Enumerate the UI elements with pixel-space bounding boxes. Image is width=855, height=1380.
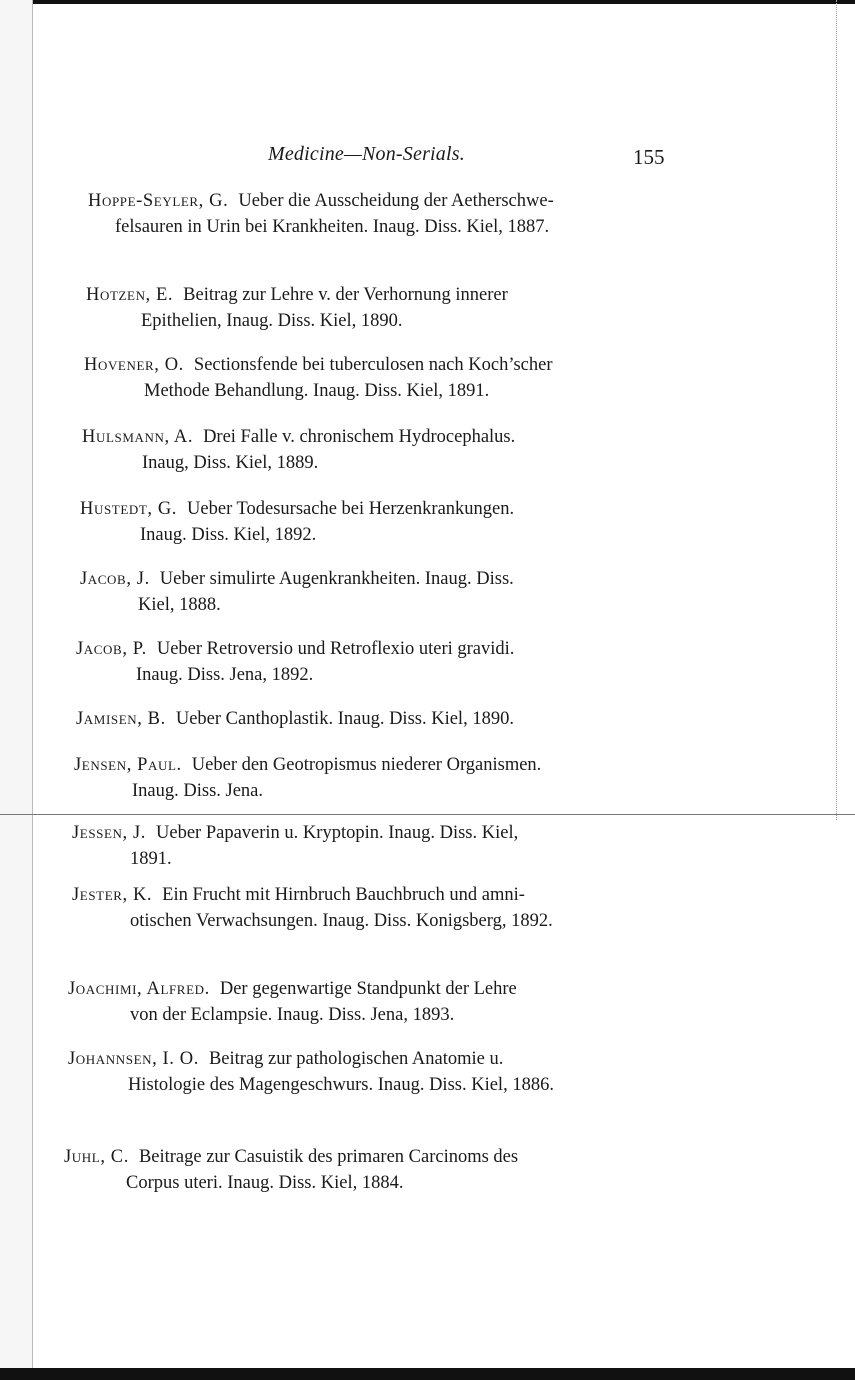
page-fold-line <box>0 814 855 815</box>
entry-author: Hovener, O. <box>84 355 184 375</box>
entry-author: Hotzen, E. <box>86 285 174 305</box>
entry-author: Hustedt, G. <box>80 499 178 519</box>
entry-title-line: Drei Falle v. chronischem Hydrocephalus. <box>203 427 516 447</box>
entry-continuation: Epithelien, Inaug. Diss. Kiel, 1890. <box>141 311 403 331</box>
bibliography-entry <box>88 188 668 240</box>
entry-title-line: Sectionsfende bei tuberculosen nach Koch’scher <box>193 355 553 375</box>
entry-continuation: Histologie des Magengeschwurs. Inaug. Diss. Kiel, 1886. <box>128 1075 554 1095</box>
bibliography-entry <box>72 882 652 934</box>
scan-edge-bottom <box>0 1368 855 1380</box>
entry-title-line: Ueber die Ausscheidung der Aetherschwe- <box>238 191 554 211</box>
bibliography-entry <box>80 566 660 618</box>
entry-author: Jensen, Paul. <box>74 755 182 775</box>
entry-continuation: Inaug, Diss. Kiel, 1889. <box>142 453 319 473</box>
entry-author: Johannsen, I. O. <box>68 1049 199 1069</box>
entry-author: Joachimi, Alfred. <box>68 979 210 999</box>
entry-title-line: Beitrage zur Casuistik des primaren Carcinoms des <box>138 1147 519 1167</box>
bibliography-entry <box>64 1144 654 1196</box>
bibliography-entry <box>68 976 653 1028</box>
scan-edge-left <box>0 0 33 1380</box>
entry-title-line: Ueber simulirte Augenkrankheiten. Inaug. Diss. <box>159 569 514 589</box>
running-title: Medicine—Non-Serials. <box>268 143 465 165</box>
entry-author: Hoppe-Seyler, G. <box>88 191 229 211</box>
bibliography-entry <box>68 1046 648 1098</box>
entry-title-line: Ueber Todesursache bei Herzenkrankungen. <box>187 499 515 519</box>
entry-author: Jacob, P. <box>76 639 147 659</box>
entry-author: Hulsmann, A. <box>82 427 194 447</box>
bibliography-entry <box>80 496 660 548</box>
entry-continuation: Methode Behandlung. Inaug. Diss. Kiel, 1891. <box>144 381 490 401</box>
entry-continuation: 1891. <box>130 849 172 869</box>
entry-continuation: Corpus uteri. Inaug. Diss. Kiel, 1884. <box>126 1173 404 1193</box>
running-head <box>0 143 855 173</box>
bibliography-entry <box>76 706 656 732</box>
entry-title-line: Ueber Papaverin u. Kryptopin. Inaug. Diss. Kiel, <box>156 823 519 843</box>
entry-title-line: Der gegenwartige Standpunkt der Lehre <box>219 979 517 999</box>
bibliography-entry <box>76 636 656 688</box>
entry-author: Jamisen, B. <box>76 709 166 729</box>
bibliography-entry <box>86 282 666 334</box>
entry-title-line: Ueber Canthoplastik. Inaug. Diss. Kiel, 1890. <box>175 709 514 729</box>
bibliography-entry <box>82 424 662 476</box>
entry-title-line: Ein Frucht mit Hirnbruch Bauchbruch und amni- <box>162 885 525 905</box>
entry-author: Jacob, J. <box>80 569 150 589</box>
bibliography-entry <box>74 752 659 804</box>
entry-continuation: von der Eclampsie. Inaug. Diss. Jena, 1893. <box>130 1005 455 1025</box>
entry-title-line: Beitrag zur Lehre v. der Verhornung innerer <box>183 285 508 305</box>
entry-title-line: Ueber den Geotropismus niederer Organismen. <box>191 755 542 775</box>
entry-continuation: felsauren in Urin bei Krankheiten. Inaug. Diss. Kiel, 1887. <box>115 217 550 237</box>
entry-author: Jester, K. <box>72 885 153 905</box>
entry-continuation: Inaug. Diss. Jena. <box>132 781 264 801</box>
entry-title-line: Beitrag zur pathologischen Anatomie u. <box>208 1049 504 1069</box>
scan-edge-right <box>836 0 855 820</box>
scan-edge-top <box>0 0 855 4</box>
entry-continuation: Inaug. Diss. Kiel, 1892. <box>140 525 317 545</box>
bibliography-entry <box>72 820 657 872</box>
entry-author: Juhl, C. <box>64 1147 129 1167</box>
entry-title-line: Ueber Retroversio und Retroflexio uteri gravidi. <box>156 639 515 659</box>
page-number: 155 <box>633 145 665 169</box>
entry-continuation: Inaug. Diss. Jena, 1892. <box>136 665 314 685</box>
bibliography-entry <box>84 352 664 404</box>
entry-continuation: otischen Verwachsungen. Inaug. Diss. Konigsberg, 1892. <box>130 911 553 931</box>
entry-continuation: Kiel, 1888. <box>138 595 221 615</box>
entry-author: Jessen, J. <box>72 823 147 843</box>
